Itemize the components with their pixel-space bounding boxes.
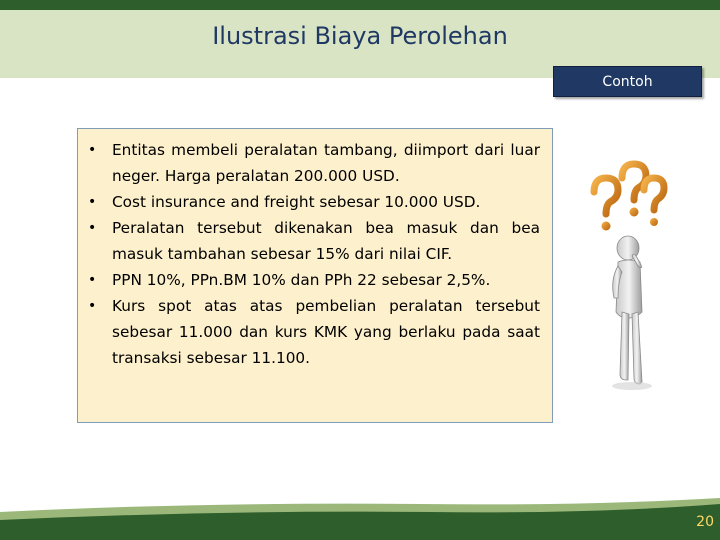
person-figure	[613, 236, 642, 384]
content-box	[77, 128, 553, 423]
list-item	[88, 267, 540, 293]
question-mark-icon	[594, 164, 664, 214]
list-item	[88, 137, 540, 189]
list-item	[88, 215, 540, 267]
page-number: 20	[696, 514, 714, 530]
list-item	[88, 293, 540, 371]
list-item-text: PPN 10%, PPn.BM 10% dan PPh 22 sebesar 2,5%.	[112, 271, 491, 289]
list-item-text: Entitas membeli peralatan tambang, diimport dari luar neger. Harga peralatan 200.000 USD.	[112, 141, 540, 185]
bullet-icon: •	[88, 298, 97, 314]
bullet-list	[88, 137, 540, 371]
bullet-icon: •	[88, 194, 97, 210]
list-item-text: Cost insurance and freight sebesar 10.000 USD.	[112, 193, 481, 211]
example-badge: Contoh	[553, 66, 702, 97]
list-item-text: Peralatan tersebut dikenakan bea masuk dan bea masuk tambahan sebesar 15% dari nilai CIF.	[112, 219, 540, 263]
header-band-dark	[0, 0, 720, 10]
bullet-icon: •	[88, 220, 97, 236]
slide-title: Ilustrasi Biaya Perolehan	[212, 22, 508, 50]
list-item	[88, 189, 540, 215]
bullet-icon: •	[88, 142, 97, 158]
footer-wave	[0, 498, 720, 540]
bullet-icon: •	[88, 272, 97, 288]
thinking-person-with-question-marks-icon	[588, 152, 668, 392]
list-item-text: Kurs spot atas atas pembelian peralatan tersebut sebesar 11.000 dan kurs KMK yang berlaku pada saat transaksi sebesar 11.100.	[112, 297, 540, 367]
